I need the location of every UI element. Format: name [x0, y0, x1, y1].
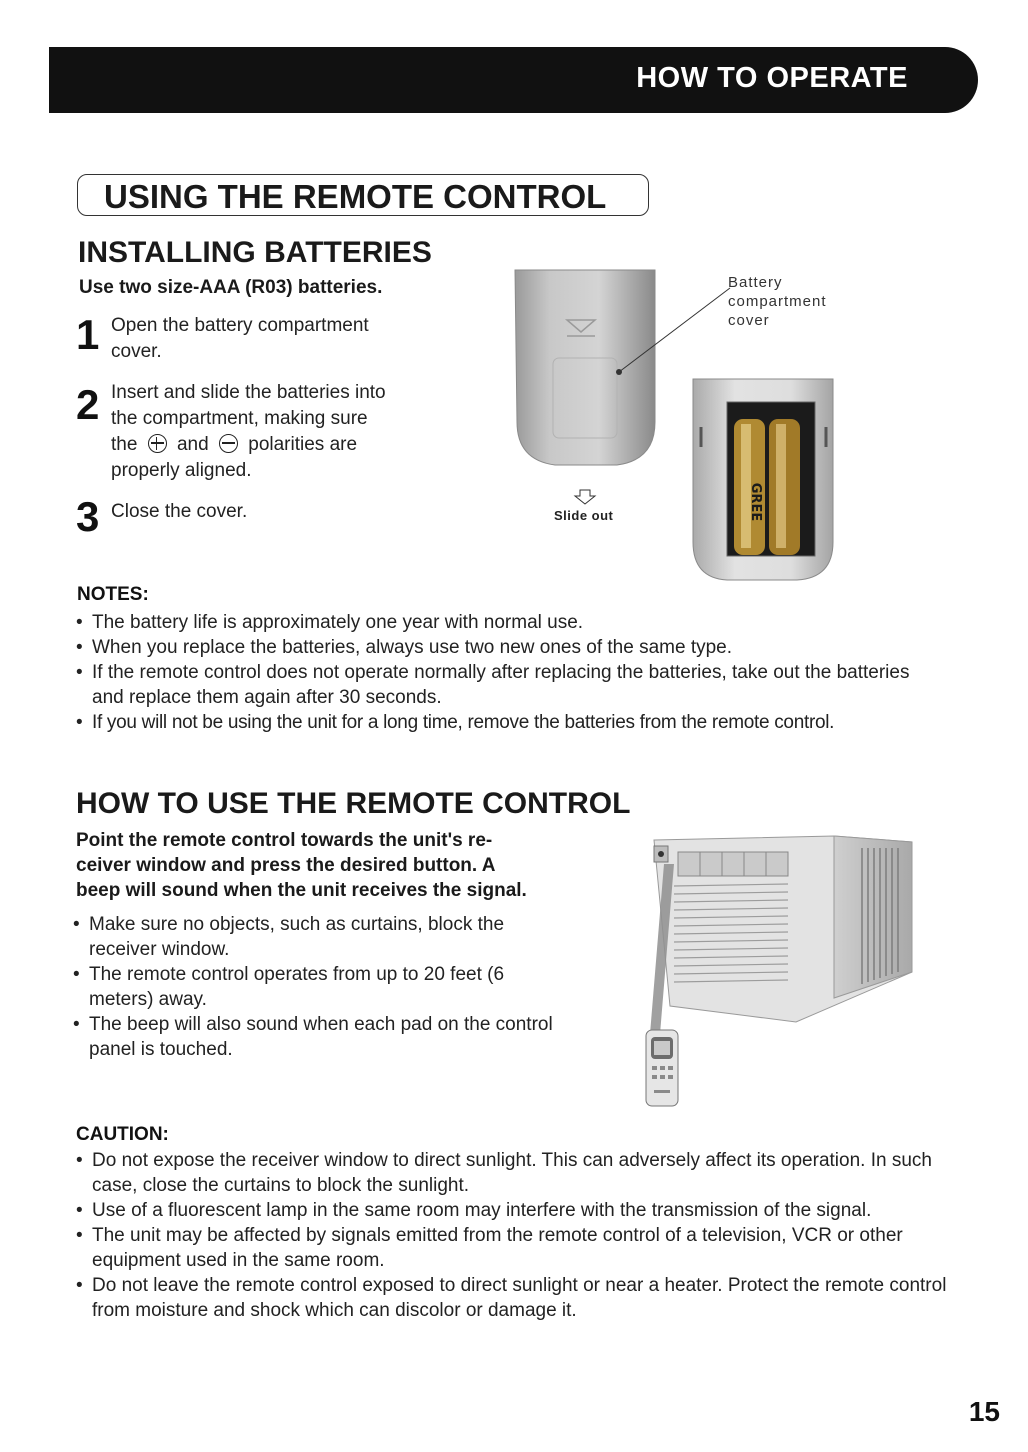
minus-polarity-icon [219, 434, 238, 453]
step-1-line-1: Open the battery compartment [111, 315, 369, 336]
step-2-line-3 [111, 432, 451, 458]
step-2-line-2: the compartment, making sure [111, 408, 368, 429]
caution-heading: CAUTION: [76, 1124, 169, 1145]
caution-item: • The unit may be affected by signals emitted from the remote control of a television, VCR or other equipment used in the same room. [76, 1223, 956, 1273]
step-3-number: 3 [76, 493, 100, 540]
notes-item: • If the remote control does not operate normally after replacing the batteries, take out the batteries and replace them again after 30 seconds. [76, 660, 912, 710]
ac-unit-illustration [640, 834, 920, 1109]
battery-cover-callout [728, 273, 827, 330]
ac-unit [654, 836, 912, 1022]
remote-control [646, 1030, 678, 1106]
intro-line-2: ceiver window and press the desired button. A [76, 855, 496, 876]
step-1-text [111, 313, 451, 365]
slide-out-arrow-icon [575, 490, 595, 504]
header-band [49, 47, 978, 113]
section-title-box [77, 174, 649, 216]
notes-heading: NOTES: [77, 584, 149, 605]
how-to-use-item: • The beep will also sound when each pad on the control panel is touched. [73, 1012, 561, 1062]
section-title: USING THE REMOTE CONTROL [104, 178, 607, 215]
step-1-line-2: cover. [111, 341, 162, 362]
remote-back-open [693, 379, 833, 580]
how-to-use-list [73, 912, 561, 1062]
intro-line-3: beep will sound when the unit receives the signal. [76, 880, 527, 901]
caution-item: • Do not leave the remote control exposed to direct sunlight or near a heater. Protect the remote control from moisture and shock which can discolor or damage it. [76, 1273, 956, 1323]
intro-line-1: Point the remote control towards the unit's re- [76, 830, 493, 851]
caution-list [76, 1148, 956, 1323]
callout-line-3: cover [728, 312, 770, 329]
plus-polarity-icon [148, 434, 167, 453]
step-2-line-3-c: polarities are [248, 434, 358, 455]
caution-item: • Do not expose the receiver window to direct sunlight. This can adversely affect its operation. In such case, close the curtains to block the sunlight. [76, 1148, 956, 1198]
page-number: 15 [968, 1396, 1000, 1427]
notes-item: • When you replace the batteries, always use two new ones of the same type. [76, 635, 956, 660]
step-2-line-1: Insert and slide the batteries into [111, 382, 386, 403]
how-to-use-item: • Make sure no objects, such as curtains, block the receiver window. [73, 912, 561, 962]
step-1-number: 1 [76, 311, 100, 358]
how-to-use-item: • The remote control operates from up to 20 feet (6 meters) away. [73, 962, 561, 1012]
installing-heading: INSTALLING BATTERIES [78, 236, 432, 269]
step-2-text [111, 380, 451, 484]
notes-list [76, 610, 956, 735]
header-title: HOW TO OPERATE [636, 62, 908, 94]
notes-item: • If you will not be using the unit for a long time, remove the batteries from the remote control. [76, 710, 956, 735]
step-2-line-3-b: and [176, 434, 209, 455]
step-2-number: 2 [76, 381, 100, 428]
step-3-text: Close the cover. [111, 501, 248, 522]
callout-line-2: compartment [728, 293, 827, 310]
installing-subheading: Use two size-AAA (R03) batteries. [79, 277, 383, 298]
notes-item: • The battery life is approximately one year with normal use. [76, 610, 956, 635]
step-2-line-3-a: the [111, 434, 138, 455]
remote-back-closed [515, 270, 655, 465]
step-2-line-4: properly aligned. [111, 460, 252, 481]
caution-item: • Use of a fluorescent lamp in the same room may interfere with the transmission of the signal. [76, 1198, 956, 1223]
how-to-use-heading: HOW TO USE THE REMOTE CONTROL [76, 787, 631, 820]
battery-brand-label: GREE [748, 482, 763, 522]
how-to-use-intro [76, 828, 566, 903]
callout-line-1: Battery [728, 274, 783, 291]
slide-out-label: Slide out [554, 508, 614, 523]
